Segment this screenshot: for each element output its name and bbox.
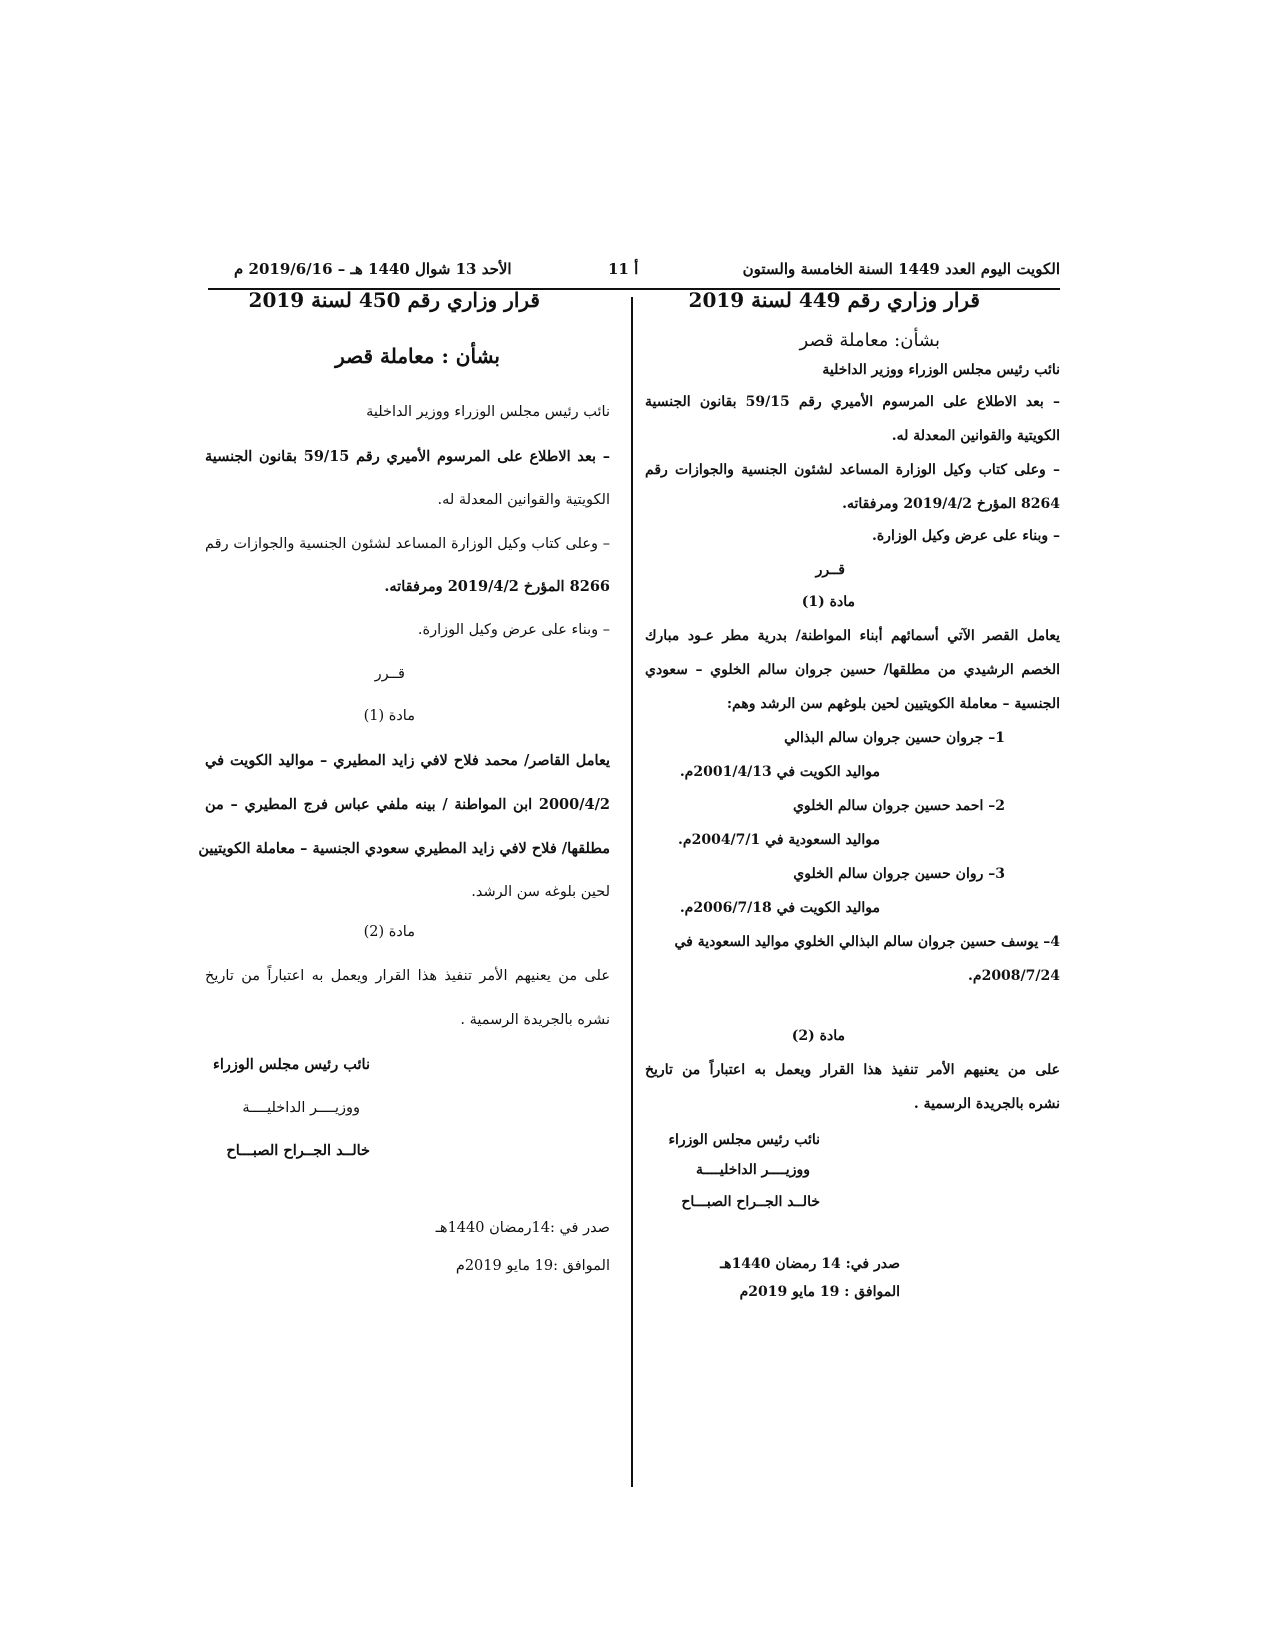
child-birth: مواليد الكويت في 2001/4/13م. xyxy=(679,764,880,780)
article-text: 2000/4/2 ابن المواطنة / بينه ملفي عباس فرج المطيري – من xyxy=(205,796,610,813)
article-text: على من يعنيهم الأمر تنفيذ هذا القرار ويعمل به اعتباراً من تاريخ xyxy=(205,968,610,984)
article-text: مطلقها/ فلاح لافي زايد المطيري سعودي الجنسية – معاملة الكويتيين xyxy=(198,840,610,857)
header-page-number: أ 11 xyxy=(608,260,639,278)
header-date: الأحد 13 شوال 1440 هـ – 2019/6/16 م xyxy=(234,260,512,278)
child-name: 3– روان حسين جروان سالم الخلوي xyxy=(793,866,1005,882)
article-heading: مادة (1) xyxy=(801,594,855,610)
issue-date-hijri: صدر في: 14 رمضان 1440هـ xyxy=(720,1256,900,1272)
issue-date-gregorian: الموافق :19 مايو 2019م xyxy=(455,1258,610,1274)
article-text: على من يعنيهم الأمر تنفيذ هذا القرار ويعمل به اعتباراً من تاريخ xyxy=(645,1062,1060,1078)
preamble-line: 8266 المؤرخ 2019/4/2 ومرفقاته. xyxy=(384,578,610,595)
preamble-line: الكويتية والقوانين المعدلة له. xyxy=(437,492,610,508)
preamble-line: 8264 المؤرخ 2019/4/2 ومرفقاته. xyxy=(842,496,1060,512)
decided-word: قــرر xyxy=(815,562,845,578)
decision-title: قرار وزاري رقم 450 لسنة 2019 xyxy=(248,288,540,312)
issue-date-gregorian: الموافق : 19 مايو 2019م xyxy=(739,1284,900,1300)
column-divider xyxy=(631,297,633,1487)
preamble-line: الكويتية والقوانين المعدلة له. xyxy=(891,428,1060,444)
preamble-line: – بعد الاطلاع على المرسوم الأميري رقم 59/15 بقانون الجنسية xyxy=(205,448,611,465)
article-text: نشره بالجريدة الرسمية . xyxy=(913,1096,1060,1112)
preamble-line: – بعد الاطلاع على المرسوم الأميري رقم 59/15 بقانون الجنسية xyxy=(645,394,1061,410)
preamble-line: – وعلى كتاب وكيل الوزارة المساعد لشئون الجنسية والجوازات رقم xyxy=(205,536,610,552)
signature-name: خالــد الجــراح الصبـــاح xyxy=(226,1142,370,1159)
child-birth: مواليد السعودية في 2004/7/1م. xyxy=(678,832,880,848)
header-issue: الكويت اليوم العدد 1449 السنة الخامسة والستون xyxy=(742,260,1060,278)
decided-word: قــرر xyxy=(374,666,405,682)
article-text: لحين بلوغه سن الرشد. xyxy=(471,884,610,900)
child-birth: 2008/7/24م. xyxy=(968,968,1060,984)
preamble-line: – وبناء على عرض وكيل الوزارة. xyxy=(417,622,610,638)
signature-ministry: ووزيــــر الداخليــــة xyxy=(242,1100,360,1116)
article-text: يعامل القصر الآتي أسمائهم أبناء المواطنة/ بدرية مطر عـود مبارك xyxy=(645,628,1060,644)
article-text: الجنسية – معاملة الكويتيين لحين بلوغهم سن الرشد وهم: xyxy=(726,696,1060,712)
child-name: 2– احمد حسين جروان سالم الخلوي xyxy=(792,798,1005,814)
article-heading: مادة (1) xyxy=(363,708,415,724)
signature-ministry: ووزيــــر الداخليــــة xyxy=(695,1162,810,1178)
preamble-line: – وبناء على عرض وكيل الوزارة. xyxy=(871,528,1060,544)
decision-issuer: نائب رئيس مجلس الوزراء ووزير الداخلية xyxy=(366,404,610,420)
preamble-line: – وعلى كتاب وكيل الوزارة المساعد لشئون الجنسية والجوازات رقم xyxy=(645,462,1060,478)
decision-title: قرار وزاري رقم 449 لسنة 2019 xyxy=(688,288,980,312)
article-text: الخصم الرشيدي من مطلقها/ حسين جروان سالم الخلوي – سعودي xyxy=(645,662,1060,678)
child-birth: مواليد الكويت في 2006/7/18م. xyxy=(679,900,880,916)
article-text: نشره بالجريدة الرسمية . xyxy=(460,1012,610,1028)
article-heading: مادة (2) xyxy=(791,1028,845,1044)
article-heading: مادة (2) xyxy=(363,924,415,940)
decision-subject: بشأن: معاملة قصر xyxy=(799,330,940,351)
decision-issuer: نائب رئيس مجلس الوزراء ووزير الداخلية xyxy=(822,362,1060,378)
signature-title: نائب رئيس مجلس الوزراء xyxy=(213,1056,370,1073)
page-header xyxy=(208,258,1060,290)
signature-name: خالــد الجــراح الصبـــاح xyxy=(681,1194,820,1210)
signature-title: نائب رئيس مجلس الوزراء xyxy=(668,1132,820,1148)
decision-subject: بشأن : معاملة قصر xyxy=(335,344,500,368)
issue-date-hijri: صدر في :14رمضان 1440هـ xyxy=(435,1220,610,1236)
article-text: يعامل القاصر/ محمد فلاح لافي زايد المطيري – مواليد الكويت في xyxy=(205,752,610,769)
child-name: 1– جروان حسين جروان سالم البذالي xyxy=(784,730,1005,746)
child-name: 4– يوسف حسين جروان سالم البذالي الخلوي مواليد السعودية في xyxy=(674,934,1060,950)
